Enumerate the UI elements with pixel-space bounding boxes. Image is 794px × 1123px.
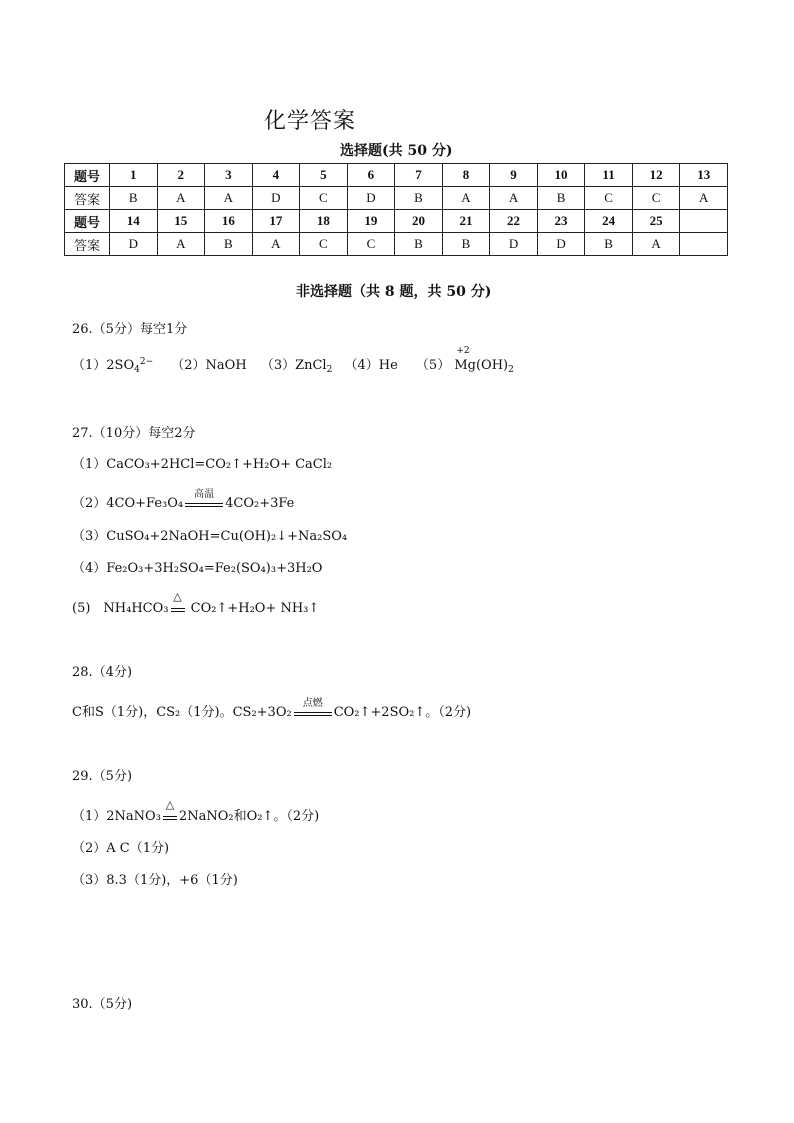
table-row-numbers-1 [65,164,728,187]
condition-mark: 点燃 [294,706,332,716]
cell: 13 [680,164,728,187]
q29-line2: （2）A C（1分) [72,841,170,856]
q26-part4: （4）He [344,358,398,373]
cell: B [110,187,158,210]
cell: 12 [632,164,680,187]
cell: 11 [585,164,633,187]
cell [680,210,728,233]
cell: A [632,233,680,256]
q29-heading: 29.（5分) [72,769,133,784]
q30-heading: 30.（5分) [72,997,133,1012]
cell: 7 [395,164,443,187]
condition-mark: 高温 [185,497,223,507]
heat-mark: △ [171,604,185,612]
q26-part3: （3）ZnCl$_2$ [260,358,333,375]
cell: 1 [110,164,158,187]
q27-line3: （3）CuSO₄+2NaOH=Cu(OH)₂↓+Na₂SO₄ [72,529,348,544]
cell: B [442,233,490,256]
cell: B [205,233,253,256]
cell: 6 [347,164,395,187]
q26-heading: 26.（5分）每空1分 [72,322,188,337]
cell: 22 [490,210,538,233]
page-title: 化学答案 [264,109,357,134]
cell: 3 [205,164,253,187]
cell: B [585,233,633,256]
cell: 5 [300,164,348,187]
cell [680,233,728,256]
cell: C [347,233,395,256]
cell: 10 [537,164,585,187]
q26-part5-label: （5） [415,358,451,373]
q27-heading: 27.（10分）每空2分 [72,426,196,441]
cell: B [537,187,585,210]
cell: 15 [157,210,205,233]
cell: 4 [252,164,300,187]
section-title-nonchoice: 非选择题（共 8 题，共 50 分) [296,284,492,300]
table-row-answers-2 [65,233,728,256]
cell: B [395,233,443,256]
q27-line1: （1）CaCO₃+2HCl=CO₂↑+H₂O+ CaCl₂ [72,457,333,472]
row-label: 答案 [65,233,110,256]
cell: 14 [110,210,158,233]
cell: 9 [490,164,538,187]
cell: A [252,233,300,256]
cell: 25 [632,210,680,233]
cell: B [395,187,443,210]
cell: D [252,187,300,210]
q26-part5-formula: +2 $Mg(OH)_2$ [454,346,514,375]
cell: 18 [300,210,348,233]
cell: 17 [252,210,300,233]
cell: 8 [442,164,490,187]
cell: D [110,233,158,256]
table-row-answers-1 [65,187,728,210]
heat-mark: △ [163,812,177,820]
cell: 2 [157,164,205,187]
cell: 19 [347,210,395,233]
cell: D [347,187,395,210]
cell: C [300,187,348,210]
cell: D [537,233,585,256]
q26-answers [72,346,514,375]
table-row-numbers-2 [65,210,728,233]
q27-line5: (5) NH₄HCO₃ △ CO₂↑+H₂O+ NH₃↑ [72,590,320,616]
cell: 24 [585,210,633,233]
cell: 21 [442,210,490,233]
cell: D [490,233,538,256]
q28-heading: 28.（4分) [72,665,133,680]
cell: A [157,187,205,210]
cell: A [442,187,490,210]
cell: C [300,233,348,256]
row-label: 题号 [65,164,110,187]
cell: C [632,187,680,210]
cell: A [680,187,728,210]
q27-line2: （2）4CO+Fe₃O₄ 高温 4CO₂+3Fe [72,489,295,511]
section-title-choice: 选择题(共 50 分) [340,143,453,159]
q27-line4: （4）Fe₂O₃+3H₂SO₄=Fe₂(SO₄)₃+3H₂O [72,561,323,576]
q26-part1: $(1)2SO_4^{2-}$ [72,357,154,375]
q28-line1: C和S（1分)，CS₂（1分)。CS₂+3O₂ 点燃 CO₂↑+2SO₂↑。（2分) [72,698,472,720]
answer-table [64,163,728,256]
q29-line3: （3）8.3（1分)，+6（1分) [72,873,238,888]
cell: 20 [395,210,443,233]
cell: C [585,187,633,210]
cell: A [490,187,538,210]
q29-line1: （1）2NaNO₃ △ 2NaNO₂和O₂↑。（2分) [72,798,320,824]
row-label: 答案 [65,187,110,210]
q26-part2: （2）NaOH [171,358,247,373]
cell: A [205,187,253,210]
row-label: 题号 [65,210,110,233]
cell: 23 [537,210,585,233]
cell: 16 [205,210,253,233]
cell: A [157,233,205,256]
